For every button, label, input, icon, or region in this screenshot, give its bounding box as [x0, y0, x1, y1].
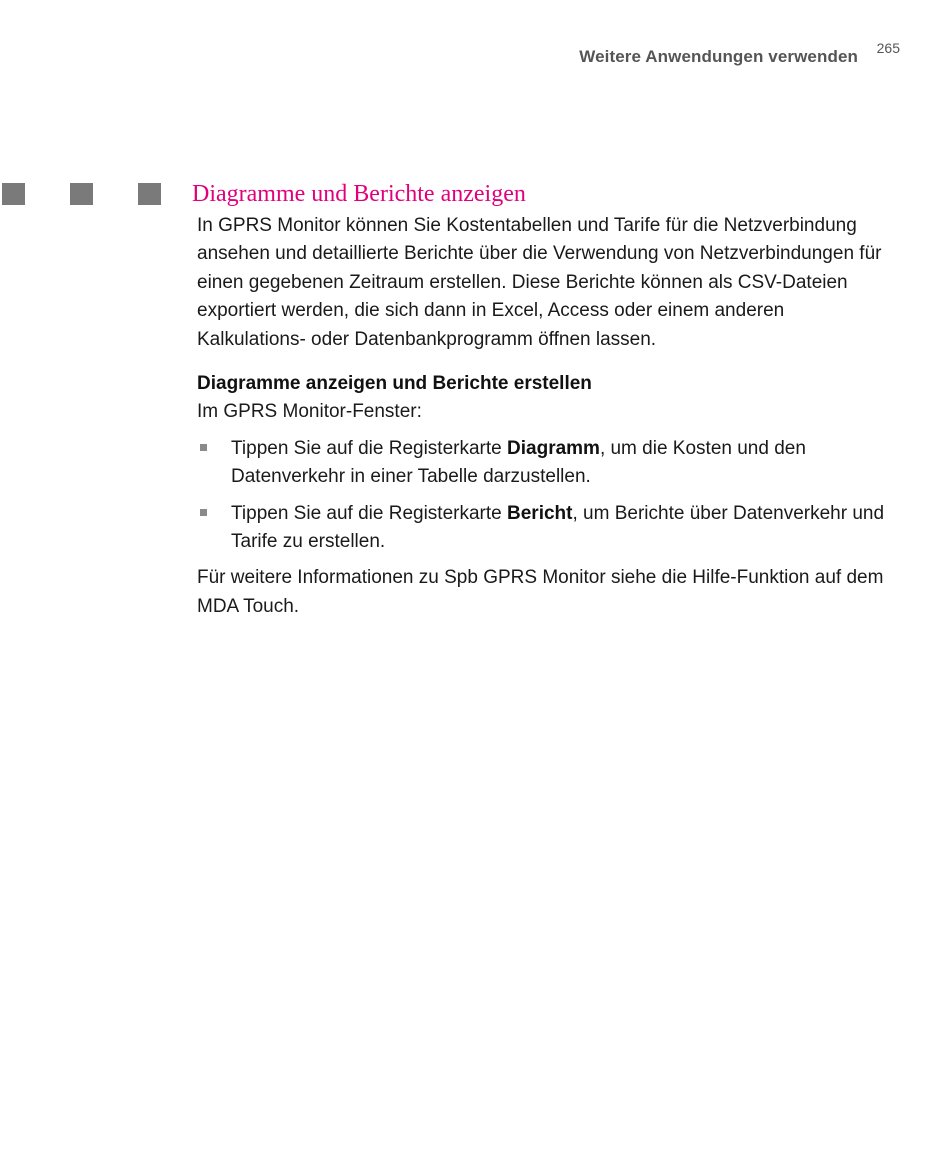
tab-name-diagramm: Diagramm: [507, 437, 600, 459]
section-marker-square: [138, 183, 161, 205]
list-item-text: Tippen Sie auf die Registerkarte: [231, 437, 508, 459]
list-item: [197, 500, 897, 557]
closing-paragraph: Für weitere Informationen zu Spb GPRS Monitor siehe die Hilfe-Funktion auf dem MDA Touch.: [197, 567, 884, 617]
intro-paragraph: In GPRS Monitor können Sie Kostentabellen und Tarife für die Netzverbindung ansehen und detaillierte Berichte über die Verwendung von Netzverbindungen für einen gegebenen Zeitraum erstellen. Diese Berichte können als CSV-Dateien exportiert werden, die sich dann in Excel, Access oder einem anderen Kalkulations- oder Datenbankprogramm öffnen lassen.: [197, 215, 882, 350]
subheading: Diagramme anzeigen und Berichte erstellen: [197, 373, 592, 395]
page-number: 265: [876, 40, 900, 56]
section-title: Diagramme und Berichte anzeigen: [192, 181, 526, 207]
list-item-text: Tippen Sie auf die Registerkarte: [231, 502, 508, 524]
running-header-title: Weitere Anwendungen verwenden: [579, 47, 858, 66]
list-item-text: , um Berichte über Datenverkehr und Tarife zu erstellen.: [231, 502, 885, 553]
bullet-square-icon: [200, 509, 207, 516]
section-body: [197, 212, 897, 621]
bullet-square-icon: [200, 444, 207, 451]
section-marker-square: [2, 183, 25, 205]
instruction-list: [197, 435, 897, 557]
instruction-text: Im GPRS Monitor-Fenster:: [197, 401, 422, 423]
list-item-text: , um die Kosten und den Datenverkehr in einer Tabelle darzustellen.: [231, 437, 806, 488]
list-item: [197, 435, 897, 492]
tab-name-bericht: Bericht: [507, 502, 573, 524]
section-marker-square: [70, 183, 93, 205]
